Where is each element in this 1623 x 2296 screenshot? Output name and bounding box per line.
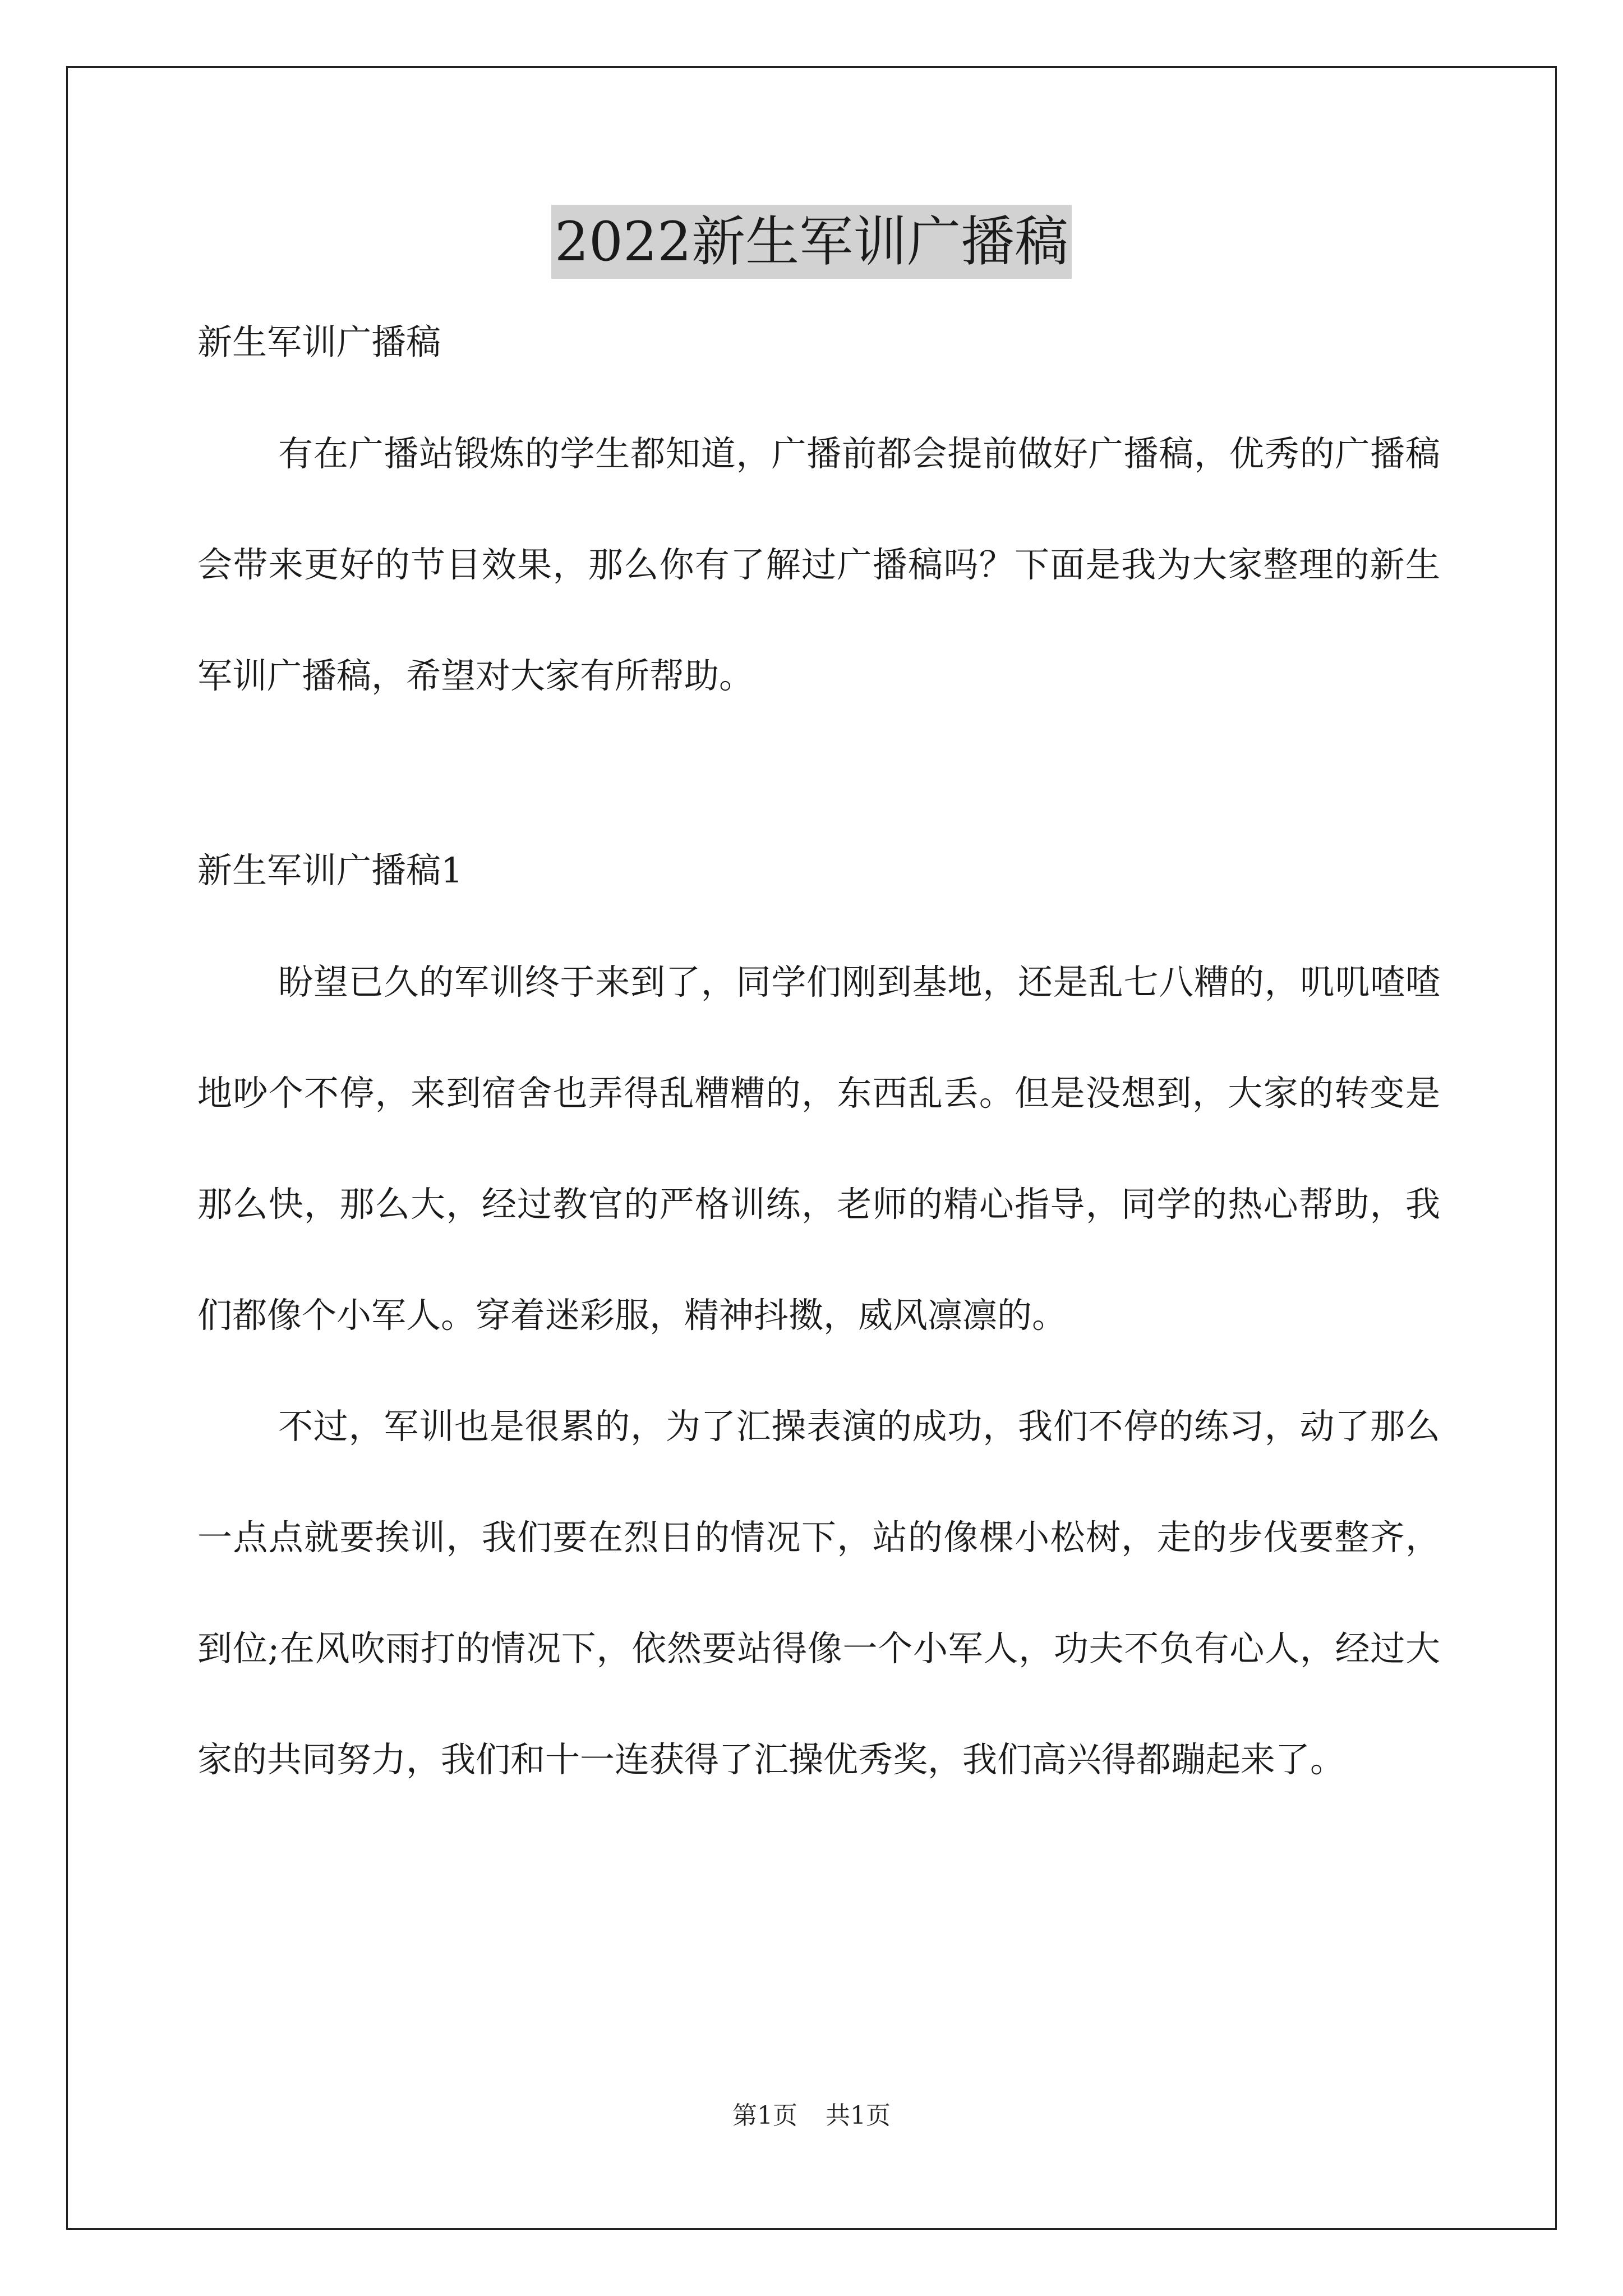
- spacer: [197, 898, 1440, 927]
- section-spacer: [197, 731, 1440, 844]
- document-title: 2022新生军训广播稿: [551, 205, 1072, 279]
- page-number-total: 共1页: [826, 2101, 891, 2130]
- intro-heading: 新生军训广播稿: [197, 321, 441, 362]
- section1-paragraph-1: 盼望已久的军训终于来到了，同学们刚到基地，还是乱七八糟的，叽叽喳喳地吵个不停，来到宿舍也弄得乱糟糟的，东西乱丢。但是没想到，大家的转变是那么快，那么大，经过教官的严格训练，老师的精心指导，同学的热心帮助，我们都像个小军人。穿着迷彩服，精神抖擞，威风凛凛的。: [197, 961, 1440, 1336]
- section1-paragraph-2: 不过，军训也是很累的，为了汇操表演的成功，我们不停的练习，动了那么一点点就要挨训，我们要在烈日的情况下，站的像棵小松树，走的步伐要整齐，到位;在风吹雨打的情况下，依然要站得像一个小军人，功夫不负有心人，经过大家的共同努力，我们和十一连获得了汇操优秀奖，我们高兴得都蹦起来了。: [197, 1406, 1440, 1780]
- spacer: [197, 369, 1440, 398]
- section1-heading: 新生军训广播稿1: [197, 850, 463, 891]
- page-number-current: 第1页: [732, 2101, 797, 2130]
- page-footer: [0, 2099, 1623, 2133]
- intro-paragraph: 有在广播站锻炼的学生都知道，广播前都会提前做好广播稿，优秀的广播稿会带来更好的节目效果，那么你有了解过广播稿吗？下面是我为大家整理的新生军训广播稿，希望对大家有所帮助。: [197, 433, 1440, 696]
- document-body: [197, 315, 1440, 1815]
- title-container: [0, 205, 1623, 279]
